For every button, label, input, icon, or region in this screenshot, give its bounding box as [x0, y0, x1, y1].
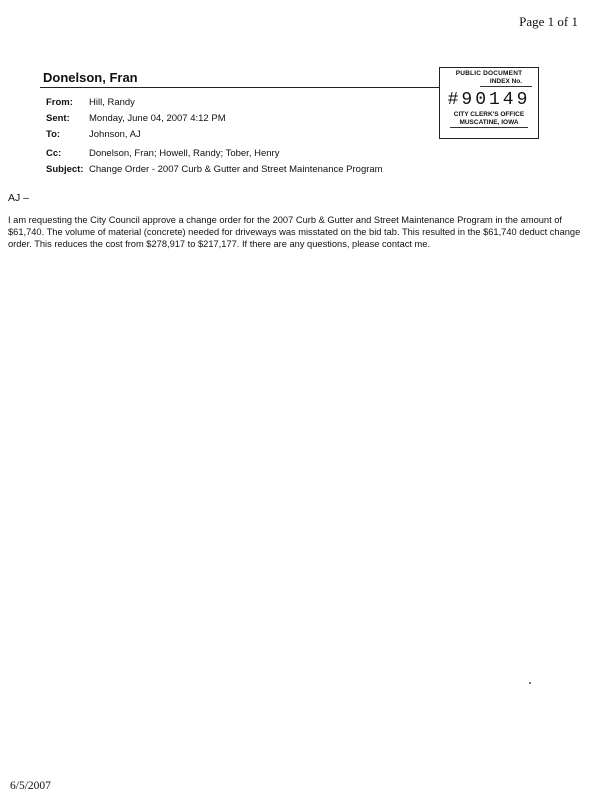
- header-divider: [40, 87, 440, 88]
- stamp-title: PUBLIC DOCUMENT: [455, 70, 523, 77]
- email-body: I am requesting the City Council approve a change order for the 2007 Curb & Gutter and Street Maintenance Program in the amount of $61,740. The volume of material (concrete) needed for driveways was misstated on the bid tab. This resulted in the $61,740 deduct change order. This reduces the cost from $278,917 to $217,177. If there are any questions, please contact me.: [8, 215, 581, 250]
- to-label: To:: [46, 129, 61, 140]
- email-greeting: AJ –: [8, 192, 30, 204]
- subject-value: Change Order - 2007 Curb & Gutter and Street Maintenance Program: [89, 164, 383, 175]
- subject-label: Subject:: [46, 164, 84, 175]
- sent-value: Monday, June 04, 2007 4:12 PM: [89, 113, 226, 124]
- stamp-city: MUSCATINE, IOWA: [450, 119, 528, 128]
- cc-value: Donelson, Fran; Howell, Randy; Tober, Henry: [89, 148, 280, 159]
- page-number: Page 1 of 1: [519, 14, 578, 29]
- stamp-office: CITY CLERK'S OFFICE: [453, 111, 525, 118]
- public-document-stamp: [439, 67, 539, 139]
- to-value: Johnson, AJ: [89, 129, 141, 140]
- sent-label: Sent:: [46, 113, 70, 124]
- sender-name: Donelson, Fran: [43, 70, 138, 85]
- stamp-index-number: #90149: [447, 90, 531, 110]
- cc-label: Cc:: [46, 148, 62, 159]
- scan-speck: [529, 682, 531, 684]
- footer-date: 6/5/2007: [10, 780, 51, 792]
- from-label: From:: [46, 97, 73, 108]
- stamp-index-label: INDEX No.: [480, 78, 532, 87]
- from-value: Hill, Randy: [89, 97, 135, 108]
